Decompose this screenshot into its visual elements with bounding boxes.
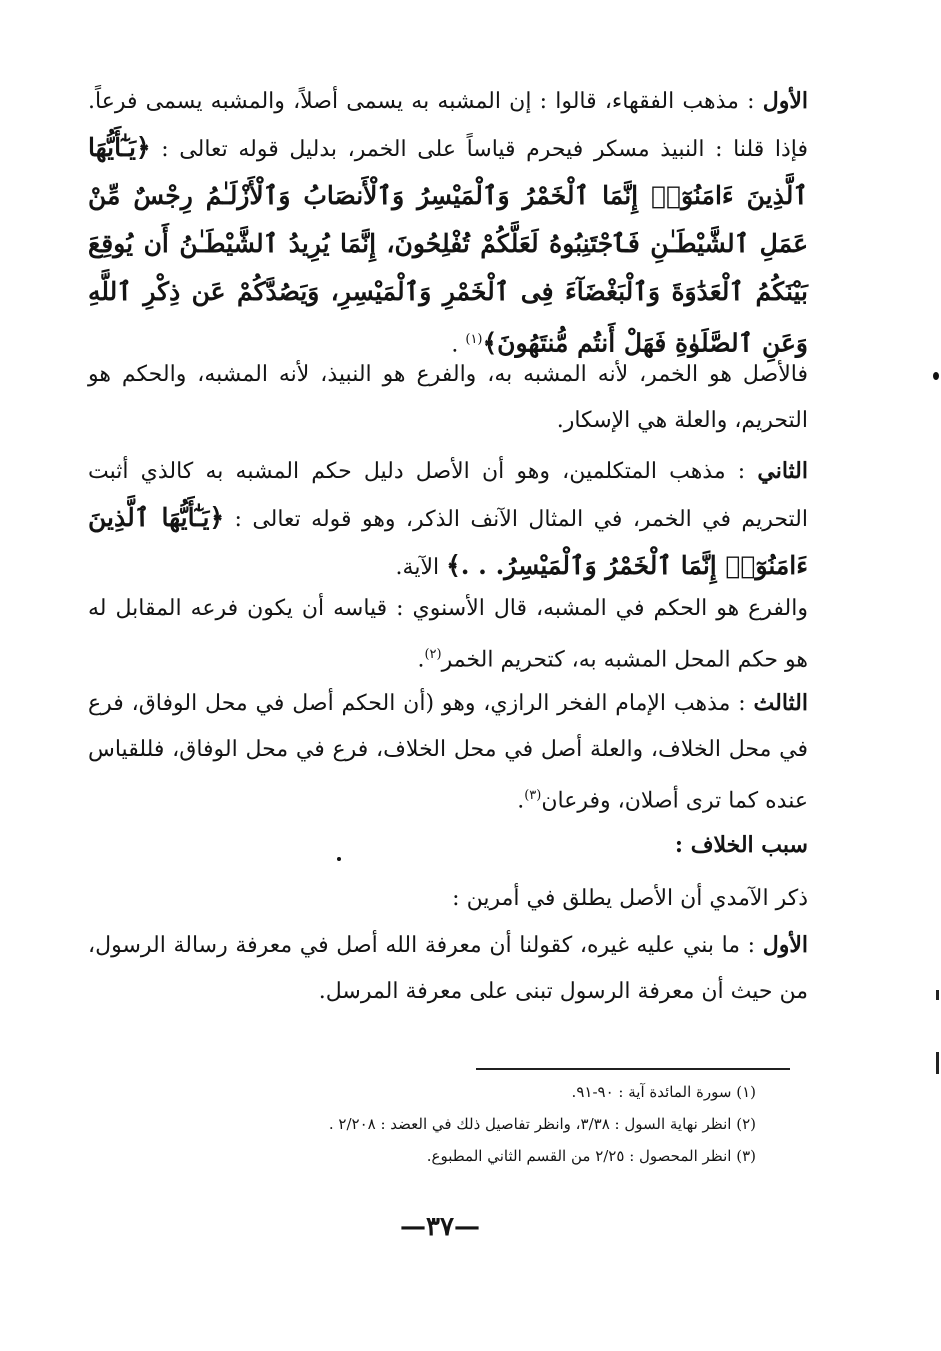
- footnote-ref: (١): [465, 332, 483, 347]
- paragraph-text: فالأصل هو الخمر، لأنه المشبه به، والفرع هو النبيذ، لأنه المشبه، والحكم هو التحريم، والعلة هي الإسكار.: [88, 362, 808, 433]
- paragraph-text: [88, 922, 808, 1015]
- footnote-3: (٣) انظر المحصول : ٢/٢٥ من القسم الثاني المطبوع.: [426, 1147, 756, 1165]
- paragraph-intro: [88, 876, 808, 922]
- paragraph-first-meaning: [88, 922, 808, 1015]
- paragraph-body: : مذهب الفقهاء، قالوا : إن المشبه به يسمى أصلاً، والمشبه يسمى فرعاً. فإذا قلنا : النبيذ مسكر فيحرم قياساً على الخمر، بدليل قوله تعالى :: [88, 89, 808, 162]
- footnote-1: (١) سورة المائدة آية : ٩٠-٩١.: [571, 1083, 756, 1101]
- paragraph-text: [88, 78, 808, 368]
- paragraph-first-opinion: [88, 78, 808, 368]
- paragraph-text: [88, 680, 808, 824]
- paragraph-text: [88, 448, 808, 591]
- paragraph-label: الأول: [762, 932, 808, 958]
- section-heading: سبب الخلاف :: [674, 832, 808, 858]
- footnote-ref: (٣): [524, 788, 542, 803]
- scan-speck: [337, 857, 341, 861]
- paragraph-end: .: [417, 647, 425, 673]
- paragraph-body: : مذهب المتكلمين، وهو أن الأصل دليل حكم المشبه به كالذي أثبت التحريم في الخمر، في المثال الآنف الذكر، وهو قوله تعالى :: [88, 459, 808, 532]
- paragraph-explanation-2: [88, 586, 808, 683]
- footnote-2: (٢) انظر نهاية السول : ٣/٣٨، وانظر تفاصيل ذلك في العضد : ٢/٢٠٨ .: [328, 1115, 756, 1133]
- scan-edge-mark: [936, 990, 939, 1000]
- paragraph-body: : مذهب الإمام الفخر الرازي، وهو (أن الحكم أصل في محل الوفاق، فرع في محل الخلاف، والعلة أصل في محل الخلاف، فرع في محل الوفاق، فللقياس عنده كما ترى أصلان، وفرعان: [88, 691, 808, 814]
- footnote-ref: (٢): [424, 647, 442, 662]
- page-number: —٣٧—: [400, 1212, 480, 1242]
- paragraph-text: [88, 586, 808, 683]
- paragraph-label: الأول: [762, 88, 808, 114]
- paragraph-end: .: [451, 332, 466, 358]
- paragraph-text: ذكر الآمدي أن الأصل يطلق في أمرين :: [452, 886, 808, 911]
- quran-verse: ﴿يَـٰٓأَيُّهَا ٱلَّذِينَ ءَامَنُوٓا۟ إِنَّمَا ٱلْخَمْرُ وَٱلْمَيْسِرُ. . .﴾: [88, 503, 808, 580]
- scan-edge-mark: [936, 1052, 939, 1074]
- paragraph-end: .: [517, 788, 525, 814]
- paragraph-third-opinion: [88, 680, 808, 824]
- paragraph-label: الثاني: [757, 458, 808, 484]
- paragraph-explanation-1: [88, 352, 808, 444]
- paragraph-label: الثالث: [753, 690, 808, 716]
- quran-verse: ﴿يَـٰٓأَيُّهَا ٱلَّذِينَ ءَامَنُوٓا۟ إِنَّمَا ٱلْخَمْرُ وَٱلْمَيْسِرُ وَٱلْأَنصَابُ وَٱلْأَزْلَـٰمُ رِجْسٌ مِّنْ عَمَلِ ٱلشَّيْطَـٰنِ فَٱجْتَنِبُوهُ لَعَلَّكُمْ تُفْلِحُونَ، إِنَّمَا يُرِيدُ ٱلشَّيْطَـٰنُ أَن يُوقِعَ بَيْنَكُمُ ٱلْعَدَٰوَةَ وَٱلْبَغْضَآءَ فِى ٱلْخَمْرِ وَٱلْمَيْسِرِ، وَيَصُدَّكُمْ عَن ذِكْرِ ٱللَّهِ وَعَنِ ٱلصَّلَوٰةِ فَهَلْ أَنتُم مُّنتَهُونَ﴾: [88, 133, 808, 358]
- paragraph-body: : ما بني عليه غيره، كقولنا أن معرفة الله أصل في معرفة رسالة الرسول، من حيث أن معرفة الرسول تبنى على معرفة المرسل.: [88, 933, 808, 1004]
- footnote-divider: [476, 1068, 790, 1070]
- paragraph-end: الآية.: [395, 555, 447, 580]
- paragraph-second-opinion: [88, 448, 808, 591]
- paragraph-body: والفرع هو الحكم في المشبه، قال الأسنوي : قياسه أن يكون فرعه المقابل له هو حكم المحل المشبه به، كتحريم الخمر: [88, 596, 808, 673]
- scan-speck: [933, 372, 939, 380]
